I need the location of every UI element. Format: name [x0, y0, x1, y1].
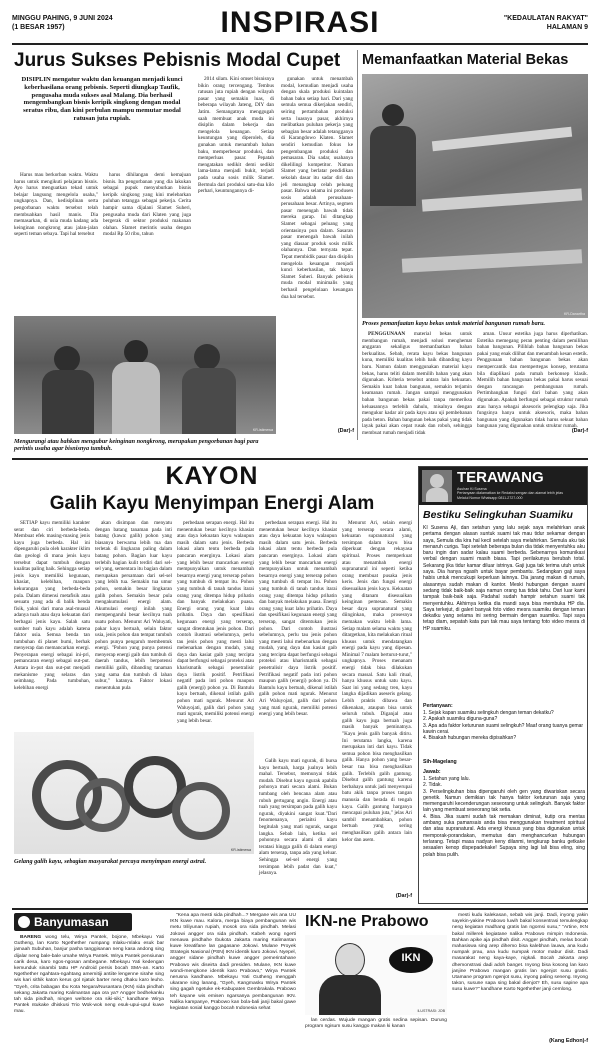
photo-credit: KR-istimewa — [252, 428, 273, 432]
kayon-column-5: Menurut Ari, selain energi yang terserap secara alami, kekuatan supranatural yang tersimpan dalam kayu bisa diperkuat dengan rekayasa spiritual. Proses memperkuat atau menambah energi supranatural ini seperti ketika orang membuat pusaka jenis keris. Jenis dan fungsi energi disesuaikan jenis kayu. Kekuatan yang ditanam disesuaikan keinginan pemesan. Semakin besar daya supranatural yang diinginkan, maka prosesnya memakan waktu lebih lama. Setiap malam selama waktu yang ditargetkan, kita melakukan ritual khusus untuk mendatangkan energi pada kayu yang dipesan. Minimal 7 malam berturut-turut," ungkapnya. Proses menanam energi tidak bisa dilakukan secara massal. Satu kali ritual, hanya khusus untuk satu kayu. Saat ini yang sedang tren, kayu langka dijadikan aseseris gelang. Lebih praktis dibawa dan dikenakan, ataupun bisa untuk seluruh tubuh. Diganjal atau galih kayu juga bertuah juga masih banyak peminatnya. "Kayu jenis galih banyak ditiru. Ini terutama langka, karena merupakan inti dari kayu. Tidak semua pohon bisa menghasilkan galih. Hanya pohon yang besar-besar tua bisa menghasilkan galih. Terlebih galih gantung. Disebut galih gantung karena berbahaya untuk jadi menyerupai batu akik tanpa proses tangan manusia dan berada di tengah kayu. Galih gantung harganya mencapai puluhan juta," jelas Ari sambil menambahkan, pohon bertuah yang sering menghasilkan galih antara lain kelor dan asem. — [342, 520, 412, 843]
photo-person-body — [112, 362, 160, 434]
banyumasan-keyword: BARENG — [20, 935, 42, 940]
photo-wood-plank — [422, 188, 582, 211]
photo-person-head — [124, 340, 148, 364]
photo-person-head — [194, 344, 220, 370]
terawang-answers: 1. Setahun yang lalu. 2. Tidak. 3. Perselingkuhan bisa dipengaruhi oleh gen yang diwariskan secara genetik. Namun demikian tak hanya faktor keturunan saja yang memengaruhi kecenderungan seseorang untuk selingkuh. Banyak faktor lain yang membuat seseorang tak setia. 4. Bisa. Jika suami sudah tak memakan diminat, kutip ora mentas ambang suka pamansais anda bisa menggunakan treatment spiritual dan atau supranatural. Ada energi khusus yang bisa digunakan untuk memporak-porandakan, memutus dan menghancurkan hubungan terlarang. Tetapi masa nadyan keny dilanmi, tengkurap banku getkake sesaalen kenop dispepadekake! Supaya sing lagi lali bisa eling, sing polah bisa pulih. — [423, 776, 585, 858]
terawang-headline: Bestiku Selingkuhan Suamiku — [423, 509, 573, 521]
section-rule — [12, 908, 588, 910]
kayon-column-2: akan disimpan dan menyatu dengan batang tanaman pada inti batang (kawa: galih) pohon yang biasanya berwarna lebih tua dan terletak di lingkaran paling dalam batang pohon. Bagian luar kayu terlebih bagian kulit terdiri dari sel-sel yang, sementara itu bagian dalam merupakan persamaan dari sel-sel yang lebih tua. Semakin tua umur pohon, semakin besar lingkaran galih pohon. Semakin besar pula mengakumulasi energi alam. Akumulasi energi inilah yang mempengaruhi besar kecilnya tuah suatu pohon. Menurut Ari Waluyati, pakar kayu bertuah, selain faktor usia, jenis pohon dan tempat tumbuh pohon punya pengaruh membentuk energi. "Pohon yang punya potensi menyerap energi gaib dan tumbuh di daerah tandus, lebih berpotensi memiliki galih, dibanding tanaman yang sama dan tumbuh di lahan subur," katanya. Faktor lokasi menentukan pula — [95, 520, 172, 691]
terawang-byline: Asuhan Ki Susena Pertanyaan dialamatkan ke Redaksi sengan dan alamat lebih jelas Melalui Nomor Whatsapp 0811-2727-000 — [457, 487, 564, 500]
illustration-credit: ILUSTRASI: JOB — [417, 1009, 445, 1013]
ikn-column-2: mesti kudu kalekasan, sebab wis janji. Dadi, inyong yakin sayekin-yakine Prabowo luwih bakal konsentrasi temulengkap neng kegiatan madhang gratis lan ngomsi susu," "Artine, IKN bakal millerek kegiatane nalika Prabowo mimpin Indonesia. Bahkan apike aja pindhah disit. Angger pindhah, melas bocah mahasiswa sing arep dihemo bisa kalebhan lauwa, ana kudu numpak prau, ana kudu numpak motor mabur disit. Dadi masarakat neng kaya-kaye, nigkali. Bocah Jakarta arep dhemonstrasi dadi adoh banget. Inyong bisa kosong lan karo janjine Prabowo mangan gratis lan ngenjot susu gratis. Utamane program ngenjot susu, inyong paling seneng. Inyong takon, susune sapa sing bakal dienjot? Eh, susu sapine apa susu kuwe?" kandhane Karto Ngethether janji cemlong. — [452, 913, 588, 993]
illustration-face — [335, 943, 365, 977]
article-lead — [14, 76, 190, 168]
kayon-column-1: SETIAP kayu memiliki karakter serat dan ciri berbeda-beda. Membuat efek masing-masing jenis kayu juga berbeda. Hal ini dipengaruhi pula oleh karakter iklim dan geologi di mana jenis kayu tersebut dapat tumbuh dengan kualitas paling baik. Sehingga setiap jenis kayu memiliki kegunaan, khasiat, kelebihan, maupun kekurangan yang berbeda-beda pula. Dalam dimensi metafisik atau sesuatu yang ada di balik benda fisik, yakni dari mana asal-muasal adanya tuah atau daya kekuatan dari berbagai jenis kayu. Salah satu sumber tuah kayu adalah katena faktor usia. Semua benda tan tumbuhan di planet bumi, berhak menyerap dan memancarkan energi. Penyerapan energi sebagai ini-pri, pemancaran energi sebagai out-put. Antara in-put dan out-put menjadi mekanisme yang selaras dan seimbang. Pada tumbuhan, kelebihan energi — [14, 520, 90, 691]
masthead-date-block — [12, 14, 162, 32]
article2-photo-caption: Proses pemanfaatan kayu bekas untuk material bangunan rumah baru. — [362, 320, 546, 327]
ikn-illustration — [305, 935, 447, 1015]
article1-photo — [14, 316, 276, 434]
article-headline-jurus-sukses: Jurus Sukses Pebisnis Modal Cupet — [14, 50, 341, 71]
article2-photo — [362, 74, 588, 318]
photo-worker-body — [370, 126, 416, 206]
masthead-tagline: "KEDAULATAN RAKYAT" — [503, 15, 588, 22]
article2-column-1-text: material bekas untuk membangun rumah, menjadi solusi menghemat anggaran sekaligus memanfaatkan bahan berkualitas. Sebab, rerata kayu bekas bangunan kuna, memiliki kualitas lebih baik dibanding kayu baru. Namun dalam menggunakan material kayu bekas, harus teliti dalam memilih bahan yang akan digunakan. Kriteria tersebut antara lain kekuatan. Semakin kuat bahan bangunan, semakin terjamin keamanan rumah. Jangan sampai menggunakan bahan bangunan bekas pakai tanpa memeriksa keluasannya terlebih dahulu, misalnya dengan mengukur kadar air pada kayu atau uji pembebanan pada beton. Bahan bangunan bekas pakai yang tidak layak pakai akan cepat rusak dan roboh, sehingga membuat rumah menjadi tidak — [362, 331, 473, 436]
section-title-kayon: KAYON — [165, 462, 259, 490]
photo-credit: KR-Danartha — [564, 312, 585, 316]
article-headline-galih-kayu: Galih Kayu Menyimpan Energi Alam — [49, 493, 375, 514]
portrait-body — [426, 488, 448, 502]
banyumasan-column-2: "Kena apa mesti sida pindhah...? Mergane wis ana UU IKN kuwe mau. Kalora, merga biaya pembangunan wis metu triliyunan rupiah, mosok ora sida pindhah. Melasi Jokowi angger ora sida pindhah. Kabeh wong ngerti menawa pindhahe Ibukota Jakarta maring Kalimantan kuwe kreatifane lan gagasane Jokowi. Mulane Proyek Strategis Nasional (PSN) IKN identik karo Jokowi. Nyepel, angger sidane pindhah kuwe angger pemerintahane Prabowo wis diseirta dadi presiden. Mulane, IKN kuwe wondi-mengkone identik karo Prabowo," Wirya Pantek nerusna kandhane. Mbekayu Yati Gutheng menggah ukarane sing lanang, "Gyeh, Kangmasku Wirya Pantek sing gagah ngetuke ek-Kabupaten Gembrakala. Prabowo teh kayane wis emisen ngarsanya pembangunan IKN. Nalika kampanye, Prabowo kan bola-bali janji bakal gawe kegiatan sosial kanggo bocah Indonesia sehat — [170, 913, 296, 1012]
photo-wood-plank — [402, 249, 582, 272]
terawang-box — [418, 466, 588, 904]
masthead-rule — [12, 43, 588, 45]
terawang-questions: 1. Sejak kapan suamiku selingkuh dengan teman dekatku? 2. Apakah suamiku diguna-guna? 3. Apa ada faktor keturunan suami selingkuh? Maaf orang tuanya gemar kawin cerai. 4. Bisakah hubungan mereka dipisahkan? — [423, 710, 584, 742]
section-title-banyumasan: Banyumasan — [34, 915, 109, 929]
photo-person-body — [42, 370, 94, 434]
masthead-page-number: HALAMAN 9 — [546, 24, 588, 31]
article-headline-material-bekas: Memanfaatkan Material Bekas — [362, 52, 569, 68]
kayon-end-mark: (Dar)-f — [395, 893, 412, 899]
kayon-photo-caption: Gelang galih kayu, sebagian masyarakat percaya menyimpan energi astral. — [14, 858, 207, 865]
banyumasan-logo-icon — [18, 916, 30, 928]
masthead-date: MINGGU PAHING, 9 JUNI 2024 — [12, 15, 113, 22]
article2-column-1 — [362, 331, 472, 437]
illustration-suit — [319, 975, 381, 1015]
article2-column-2: aman. Unsur estetika juga harus diperhatikan. Estetika memegang peran penting dalam pemilihan bahan bangunan. Pilihlah bahan bangunan bekas pakai yang enak dilihat dan menambah kesan estetik. Penggunaan bahan bangunan bekas akan mempercantik dan mempertegas konsep, terutama bila diaplikasi pada rumah berkonsep klasik. Memilih bahan bangunan bekas pakai harus sesuai dengan rancangan pembangunan rumah. Pertimbangkan fungsi dari bahan yang akan digunakan. Apakah berfungsi sebagai struktur rumah atau hanya sebagai aksesoris pelengkap saja. Jika fungsinya hanya untuk aksesoris, maka bahan bangunan yang digunakan tidak harus sekuat bahan bangunan yang digunakan untuk struktur rumah. — [477, 331, 588, 430]
article1-column-2: harus dihilangan demi kemajuan bisnis. Ita pengorbanan yang dia lakukan sebagai pupuk menyuburkan bisnis keripik singkong yang kini melebarkan puluhan tetangga sebagai pekerja. Cerita hampir sama dijalani Slamet Suheri, pengusaha muda dari Klaten yang juga bergerak di sektor produksi makanan olahan. Slamet merintis usaha dengan modal Rp 50 ribu, tahun — [103, 172, 191, 238]
article2-end-mark: (Dar)-f — [571, 428, 588, 434]
lead-keyword: DISIPLIN — [21, 76, 51, 83]
article2-keyword: PENGGUNAAN — [368, 331, 406, 337]
kayon-photo — [14, 732, 254, 854]
terawang-portrait — [422, 470, 452, 502]
terawang-letter: KI Susena Aji, dan setahun yang lalu sejak saya melahirkan anak pertama dengan alasan suntuk suami tak mau tidur sekamar dengan saya, Semula dia kira hal kecil setelah saya melahirkan. Semula aku tak menaruh curiga. Tapi setelah beberapa bulan dia tidak menyentuhku aku baru ingin dan sadar kalau suami berbeda. Sebenarnya komunikasi verbal dengan suami masih biasa. Tapi perilakunya berubah total. Sekarang jika tidur kamar diluar istrinya. Gaji juga tak terima utuh untuk saya. Dia hanya ngasih untuk bayar pembantu. Sedangkan gaji saya habis untuk mencukupi keperluan lainnya. Dia jarang makan di rumah, alasannya sudah makan di kantor. Meski hubungan dengan suami sedang tidak baik-baik saja namun orang tua tidak tahu. Dari luar kami tampak baik-baik saja. Padahal sudah hampir setahun suami tak menyentuhku. Akhirnya ketika dia mandi saya bisa membuka HP dia. Saya terkejut, di galeri banyak foto video mesra suamiku dengan teman dekatku yang selama ini sering bermain dengan suamiku. Tapi saya tetap diam, sepatah kata pun tak mau saya tentang foto video mesra di HP suamiku. — [423, 525, 585, 632]
photo-person-body — [182, 368, 236, 434]
banyumasan-end-mark: (Kang Edhon)-f — [549, 1038, 588, 1044]
masthead-title: INSPIRASI — [220, 6, 380, 39]
photo-bracelet — [76, 778, 130, 832]
portrait-head — [430, 474, 444, 488]
article-headline-ikn-prabowo: IKN-ne Prabowo — [305, 913, 429, 930]
article1-photo-caption: Mengurangi atau bahkan mengubur keinginan nongkrong, merupakan pengorbanan bagi para perintis usaha agar bisnisnya tumbuh. — [14, 438, 259, 453]
photo-worker-head — [382, 104, 404, 126]
illustration-bubble-text: IKN — [401, 952, 421, 964]
section-rule — [12, 458, 588, 460]
banyumasan-banner — [14, 913, 132, 931]
terawang-sender: Sih-Magelang — [423, 759, 457, 765]
ikn-column-1: lan cerdas. Wujude mangan gratis sedina sepisan. Durung program ngisum susu kanggo makan ki kanan — [305, 1018, 447, 1030]
photo-person-head — [54, 346, 80, 372]
banyumasan-column-1-text: wong telu, Wirya Pantek, bojone, Mbekayu Yati Gutheng, lan Karto Ngethether numpang mlaku-mlaku esuk bar jamaah Subuhan, banjur pasha tanggisanan neng kasa andong sing dijalar neng bale-bale umahe Wirya Pantek. Wirya Pantek pensiunan carik desa, karo ngos-ngosan ambegane. Mbekayu Yati kedengan kemunduk sinambi tattu HP Android persis bocah SMA-an. Karto Ngethether ngahtara-ngahtang amemitiji antiite lengenne sirahe sing wis kari sithik katon kerus gol njatuk barter neng dhaku karo leuho. "Gyeh, crita babagan Ibu Kota Negara/Nusantara (IKN) sida pindhah sekang Jakarta maring Kalimantan apa ora ya? Angger bedhekanku tah sida pindhah, ningen weltone ora siki-siki," kandhane Wirya Pantek ntukake dhiskusi Trio Wok-wok neng esuk-upui-upul kuwe mau. — [14, 935, 164, 1015]
article1-end-mark: (Dar)-f — [337, 428, 354, 434]
kayon-column-3b: perbedaan serapan energi. Hal itu menentukan besar kecilnya khasiat atau daya kekuatan kayu walaupun masih dalam satu jenis. Berbeda lokasi alam tentu berbeda pula pancaran energinya. Lokasi alam yang lebih besar mancarkan energi mempunyaikan untuk menambah besarnya energi yang terserap pohon yang tumbuh di tempat itu. Pohon yang tumbuh di tanah tandus itarai orang yang ditempa hidup prihatin dan banyak melakukan puasa. Energi orang yang kuat lahu prihatin. Daya dan spesifikasi kegunaan energi yang terserap, sangat ditentukan jenis pohon. Dari contoh ilustrasi sebelumnya, perlu tau jenis pohon yang mesti lalui mebenarkan dengan mudah, yang daya dan kasiat gaib yang tercipta dapat berfungsi sebagai proteksi atau kharismatik sebagai penetralisir daya listrik positif. Petrifikasi negatif pada inti pohon maupun galih (energi) pohon ya. Di Bantulu kayu bertuah, dikenal istilah galih pohon mati ngurak. Menurut Ari Waluyojati, galih dari pohon yang mati ngurak, memiliki potensi energi yang lebih besar. — [259, 520, 337, 718]
banyumasan-column-1 — [14, 935, 164, 1047]
photo-bracelet — [172, 782, 230, 840]
kayon-column-3: perbedaan serapan energi. Hal itu menentukan besar kecilnya khasiat atau daya kekuatan kayu walaupun masih dalam satu jenis. Berbeda lokasi alam tentu berbeda pula pancaran energinya. Lokasi alam yang lebih besar mancarkan energi mempunyaikan untuk menambah besarnya energi yang terserap pohon yang tumbuh di tempat itu. Pohon yang tumbuh di tanah tandus itarai orang yang ditempa hidup prihatin dan banyak melakukan puasa. Energi orang yang kuat lahu prihatin. Daya dan spesifikasi kegunaan energi yang terserap, sangat ditentukan jenis pohon. Dari contoh ilustrasi sebelumnya, perlu tau jenis pohon yang mesti lalui mebenarkan dengan mudah, yang daya dan kasiat gaib yang tercipta dapat berfungsi sebagai proteksi atau kharismatik sebagai penetralisir daya listrik positif. Petrifikasi negatif pada inti pohon maupun galih (energi) pohon ya. Di Bantulu kayu bertuah, dikenal istilah galih pohon mati ngurak. Menurut Ari Waluyojati, galih dari pohon yang mati ngurak, memiliki potensi energi yang lebih besar. — [177, 520, 254, 724]
photo-wood-plank — [432, 127, 572, 152]
lead-text: mengatur waktu dan keuangan menjadi kunci keberhasilana orang pebisnis. Seperti diungkap Taufik, pengusaha muda sukses asal Malang. Dia berhasil mengembangkan bisnis keripik singkong dengan modal seratus ribu, dan kini perbulan mampu memutar modal ratusan juta rupiah. — [23, 76, 183, 122]
article1-column-3: 2014 silam. Kini omset bisnisnya bikin orang tercengang. Tembus ratusan juta rupiah dengan wilayah pasar yang semakin luas, di beberapa wilayah Jateng, DIY dan Jatim. Semangatnya menggugah saah membuat anak muda ini disiplin dalam bekerja dan mengelola keuangan. Setiap keuntungan yang diperoleh, dia gunakan untuk menambah bahan baku, memperbesar produksi, dan memperluas pasar. Pepatah mengatakan sedikit demi sedikit lama-lama menjadi bukit, terjadi pada usaha sosis milik Slamet. Bermula dari produksi satu-dua kilo perhari, keuntungannya di- — [198, 76, 274, 195]
article1-column-4: gunakan untuk menambah modal, kemudian menjadi usaha dengan skala produksi kuintalan bahan baku setiap hari. Dari yang semula semua dikerjakan sendiri, seiring pertambahan produksi serta luasnya pasar, akhirnya melibatkan puluhan pekerja yang sebagian besar adalah tetangganya di Karangdowo Klaten. Slamet sendiri kemudian fokus ke pengembangan produksi dan pemasaran. Dia sadar, usahanya dikelilingi kompetitor. Namun Slamet yang berlatar pendidikan sekolah dasar itu sadar diri dan jeli menangkap celah peluang pasar. Bahwa selama ini produsen sosis adalah perusahaan-perusahaan besar. Artinya, segmen pasar menengah bawah tidak mereka garap. Ini ditangkap Slamet sebagai peluang yang orientasinya pun dalam. Sasaran pasar menengah bawah inilah yang diasaar produk sosis milik olahannya. Dan ternyata tepat. Tepat membidik pasar dan disiplin mengelola keuangan menjadi kunci keberhasilan, tak hanya Slamet Suheri. Banyak pebisnis muda modal minimalis yang berhasil pengelolaan keuangan dua hal tersebut. — [281, 76, 353, 300]
masthead-right-block — [438, 14, 588, 32]
terawang-questions-title: Pertanyaan: — [423, 703, 453, 709]
terawang-header — [419, 467, 587, 505]
kayon-column-4: Galih kayu mati ngurak, di bursa kayu bertuah, harga jualnya lebih mahal. Tersebut, memunyai tidak mudah. Disebut kayu ngurak apabila pohonya mati secara alami. Bukan tumbang oleh bencana alam atau rubuh gertugang angin. Energi atau tuah yang tersimpan pada galih kayu ngurak, diyakini sangat kuat."Dari fenomenanya, periaitsi kayu begitulah yang mati ngurak, sangat langka. Sebab lain, ketika sel pohonnya secara alami di alam teratasi hingga galih di dalam energi alam terserap, tanpa ada yang keluar. Sehingga sel-sel energi yang tersimpan lebih padat dan kuat," jelasnya. — [259, 758, 337, 877]
column-rule — [357, 50, 358, 440]
photo-credit: KR-istimewa — [230, 848, 251, 852]
masthead-date-javanese: (1 BESAR 1957) — [12, 24, 65, 31]
section-title-terawang: TERAWANG — [457, 469, 544, 486]
article1-column-1: Harus mau berkorban waktu. Waktu harus untuk mengikuti pelajaran bisnis. Ayo harus menguatkan tekad untuk belajar langsung mengelola usaha," ungkapnya. Dan, kedisiplinan serta pengorbanan waktu tersebut telah membuahkan hasil manis. Dia memasarkan, di usia muda kadang ada keinginan nongkrong atau jalan-jalan seperti teman sebaya. Tapi hal tersebut — [14, 172, 98, 238]
terawang-answers-title: Jawab: — [423, 769, 441, 775]
